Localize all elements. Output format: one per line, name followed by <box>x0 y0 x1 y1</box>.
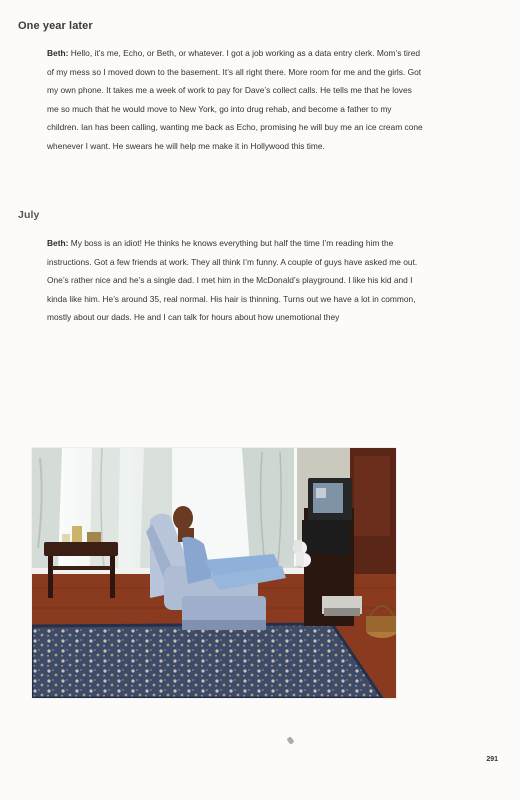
section-paragraph-july <box>47 234 425 327</box>
speaker-label: Beth: <box>47 238 69 248</box>
paragraph-text: My boss is an idiot! He thinks he knows everything but half the time I’m reading him the instructions. Got a few friends at work. They all think I’m funny. A couple of guys have asked me out. One’s rather nice and he’s a single dad. I met him in the McDonald’s playground. I like his kid and I kinda like him. He’s around 35, real normal. His hair is thinning. Turns out we have a lot in common, mostly about our dads. He and I can talk for hours about how unemotional they <box>47 238 418 322</box>
living-room-photo <box>32 448 396 698</box>
living-room-photo-icon <box>32 448 396 698</box>
page-speck <box>286 736 294 745</box>
section-heading-one-year-later: One year later <box>18 20 93 32</box>
paragraph-text: Hello, it’s me, Echo, or Beth, or whatever. I got a job working as a data entry clerk. Mom’s tired of my mess so I moved down to the basement. It’s all right there. More room for me and the girls. Got my own phone. It takes me a week of work to pay for Dave’s collect calls. He tells me that he loves me so much that he would move to New York, go into drug rehab, and become a father to my children. Ian has been calling, wanting me back as Echo, promising he will buy me an ice cream cone whenever I want. He swears he will help me make it in Hollywood this time. <box>47 48 423 151</box>
section-heading-july: July <box>18 209 40 221</box>
speaker-label: Beth: <box>47 48 69 58</box>
page-number: 291 <box>486 756 498 763</box>
section-paragraph-one-year-later <box>47 44 425 155</box>
